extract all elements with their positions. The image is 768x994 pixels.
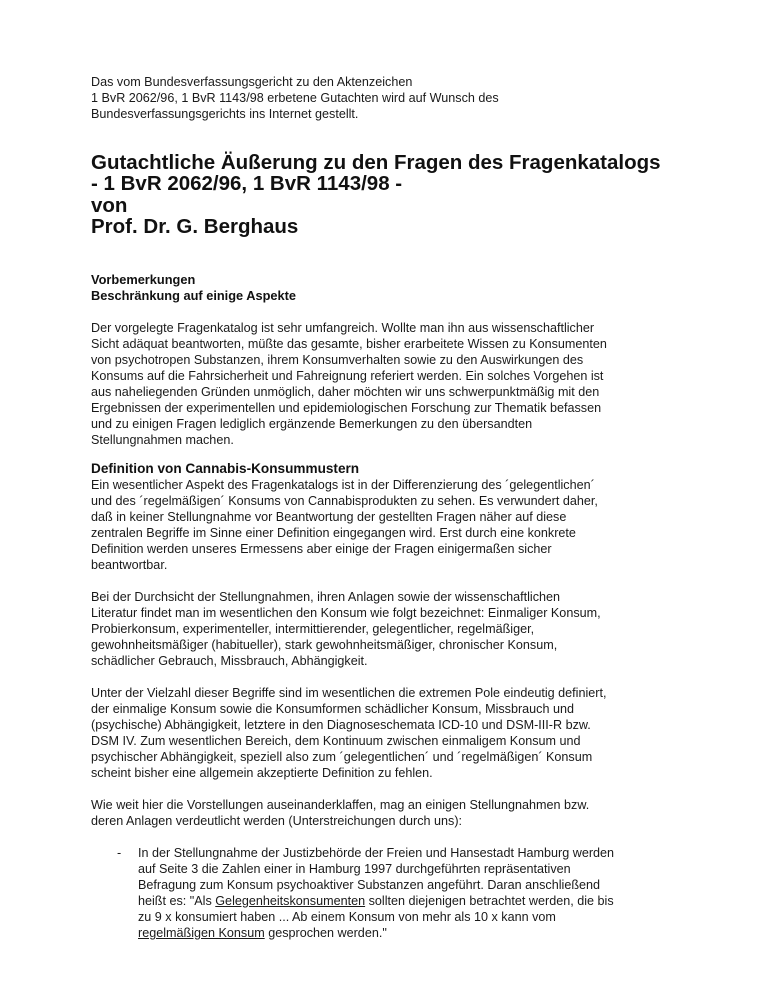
list-item-line: zu 9 x konsumiert haben ... Ab einem Konsum von mehr als 10 x kann vom (138, 910, 556, 925)
intro-line: 1 BvR 2062/96, 1 BvR 1143/98 erbetene Gutachten wird auf Wunsch des (91, 91, 499, 105)
paragraph-line: Wie weit hier die Vorstellungen auseinanderklaffen, mag an einigen Stellungnahmen bzw. (91, 798, 590, 813)
paragraph-line: schädlicher Gebrauch, Missbrauch, Abhängigkeit. (91, 654, 368, 669)
paragraph-line: der einmalige Konsum sowie die Konsumformen schädlicher Konsum, Missbrauch und (91, 702, 574, 717)
paragraph-line: Sicht adäquat beantworten, müßte das gesamte, bisher erarbeitete Wissen zu Konsumenten (91, 337, 607, 352)
intro-line: Bundesverfassungsgerichts ins Internet gestellt. (91, 107, 359, 121)
list-item-line (138, 925, 691, 941)
paragraph-line: Ein wesentlicher Aspekt des Fragenkatalogs ist in der Differenzierung des ´gelegentlichen´ (91, 478, 595, 493)
paragraph-line: Ergebnissen der experimentellen und epidemiologischen Forschung zur Thematik befassen (91, 401, 602, 416)
paragraph-line: psychischer Abhängigkeit, speziell also zum ´gelegentlichen´ und ´regelmäßigen´ Konsum (91, 750, 593, 765)
paragraph (91, 320, 691, 448)
title-line: Gutachtliche Äußerung zu den Fragen des Fragenkatalogs (91, 151, 661, 174)
list-bullet: - (117, 846, 122, 861)
list-item (138, 845, 691, 941)
list-item-line: Befragung zum Konsum psychoaktiver Substanzen angeführt. Daran anschließend (138, 878, 601, 893)
paragraph-line: (psychische) Abhängigkeit, letztere in den Diagnoseschemata ICD-10 und DSM-III-R bzw. (91, 718, 591, 733)
paragraph-line: Konsums auf die Fahrsicherheit und Fahreignung referiert werden. Ein solches Vorgehen ist (91, 369, 604, 384)
intro-note (91, 74, 691, 122)
paragraph (91, 685, 691, 781)
paragraph-line: aus naheliegenden Gründen unmöglich, daher möchten wir uns schwerpunktmäßig mit den (91, 385, 600, 400)
list-item-line (138, 893, 691, 909)
section-vorbemerkungen (91, 272, 691, 448)
paragraph-line: Definition werden unseres Ermessens aber einige der Fragen einigermaßen sicher (91, 542, 552, 557)
paragraph-line: beantwortbar. (91, 558, 168, 573)
paragraph-line: daß in keiner Stellungnahme vor Beantwortung der gestellten Fragen näher auf diese (91, 510, 567, 525)
paragraph-line: Literatur findet man im wesentlichen den Konsum wie folgt bezeichnet: Einmaliger Konsum, (91, 606, 601, 621)
section-definition (91, 461, 691, 941)
paragraph-line: scheint bisher eine allgemein akzeptierte Definition zu fehlen. (91, 766, 433, 781)
paragraph-line: zentralen Begriffe im Sinne einer Definition eingegangen wird. Erst durch eine konkrete (91, 526, 576, 541)
paragraph-line: von psychotropen Substanzen, ihrem Konsumverhalten sowie zu den Auswirkungen des (91, 353, 584, 368)
text-span: gesprochen werden." (264, 926, 387, 941)
section-subheading: Beschränkung auf einige Aspekte (91, 288, 297, 304)
paragraph-line: und zu einigen Fragen lediglich ergänzende Bemerkungen zu den übersandten (91, 417, 533, 432)
paragraph-line: und des ´regelmäßigen´ Konsums von Cannabisprodukten zu sehen. Es verwundert daher, (91, 494, 598, 509)
text-span: sollten diejenigen betrachtet werden, die bis (365, 894, 614, 909)
paragraph-line: deren Anlagen verdeutlicht werden (Unterstreichungen durch uns): (91, 814, 463, 829)
paragraph-line: gewohnheitsmäßiger (habitueller), stark gewohnheitsmäßiger, chronischer Konsum, (91, 638, 558, 653)
paragraph (91, 589, 691, 669)
paragraph-line: Stellungnahmen machen. (91, 433, 234, 448)
paragraph-line: Unter der Vielzahl dieser Begriffe sind im wesentlichen die extremen Pole eindeutig definiert, (91, 686, 607, 701)
title-line: von (91, 193, 128, 217)
paragraph-line: DSM IV. Zum wesentlichen Bereich, dem Kontinuum zwischen einmaligem Konsum und (91, 734, 581, 749)
paragraph (91, 477, 691, 573)
section-heading: Vorbemerkungen (91, 272, 196, 288)
section-heading: Definition von Cannabis-Konsummustern (91, 461, 360, 477)
paragraph-line: Probierkonsum, experimenteller, intermittierender, gelegentlicher, regelmäßiger, (91, 622, 535, 637)
paragraph (91, 797, 691, 829)
intro-line: Das vom Bundesverfassungsgericht zu den Aktenzeichen (91, 75, 413, 89)
document-page (91, 74, 691, 941)
title-author: Prof. Dr. G. Berghaus (91, 214, 299, 238)
quote-list (91, 845, 691, 941)
paragraph-line: Der vorgelegte Fragenkatalog ist sehr umfangreich. Wollte man ihn aus wissenschaftlicher (91, 321, 595, 336)
text-span: heißt es: "Als (138, 894, 216, 909)
list-item-line: auf Seite 3 die Zahlen einer in Hamburg 1997 durchgeführten repräsentativen (138, 862, 571, 877)
list-item-line: In der Stellungnahme der Justizbehörde der Freien und Hansestadt Hamburg werden (138, 846, 615, 861)
title-case-number: - 1 BvR 2062/96, 1 BvR 1143/98 - (91, 172, 403, 196)
document-title (91, 152, 691, 237)
underlined-term: regelmäßigen Konsum (138, 926, 265, 941)
underlined-term: Gelegenheitskonsumenten (215, 894, 366, 909)
paragraph-line: Bei der Durchsicht der Stellungnahmen, ihren Anlagen sowie der wissenschaftlichen (91, 590, 561, 605)
